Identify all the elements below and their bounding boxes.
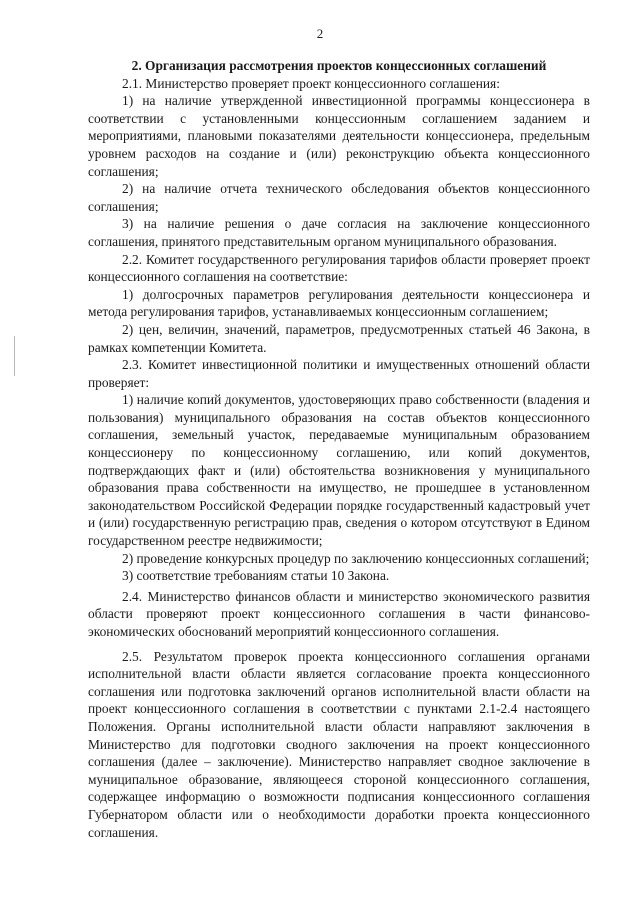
section-title: 2. Организация рассмотрения проектов концессионных соглашений: [131, 58, 547, 73]
paragraph-2-5: 2.5. Результатом проверок проекта концессионного соглашения органами исполнительной власти области является согласование проекта концессионного соглашения или подготовка заключений органов исполнительной власти области на проект концессионного соглашения в соответствии с пунктами 2.1-2.4 настоящего Положения. Органы исполнительной власти области направляют заключения в Министерство для подготовки сводного заключения на проект концессионного соглашения (далее – заключение). Министерство направляет сводное заключение в муниципальное образование, являющееся стороной концессионного соглашения, содержащее информацию о возможности подписания концессионного соглашения Губернатором области или о необходимости доработки проекта концессионного соглашения.: [88, 648, 590, 840]
paragraph-2-1-item-2: 2) на наличие отчета технического обследования объектов концессионного соглашения;: [88, 181, 590, 214]
document-body: [88, 57, 590, 841]
paragraph-2-2: 2.2. Комитет государственного регулирования тарифов области проверяет проект концессионного соглашения на соответствие:: [88, 251, 590, 285]
page-number: 2: [316, 26, 324, 41]
paragraph-2-2-item-2: 2) цен, величин, значений, параметров, предусмотренных статьей 46 Закона, в рамках компетенции Комитета.: [88, 321, 590, 355]
paragraph-2-3: 2.3. Комитет инвестиционной политики и имущественных отношений области проверяет:: [88, 357, 590, 390]
paragraph-2-1-item-1: 1) на наличие утвержденной инвестиционной программы концессионера в соответствии с установленными концессионным соглашением заданием и мероприятиями, плановыми показателями деятельности концессионера, предельным уровнем расходов на создание и (или) реконструкцию объекта концессионного соглашения;: [88, 93, 590, 179]
paragraph-2-2-item-1: 1) долгосрочных параметров регулирования деятельности концессионера и метода регулирования тарифов, устанавливаемых концессионным соглашением;: [88, 286, 590, 320]
paragraph-2-3-item-1: 1) наличие копий документов, удостоверяющих право собственности (владения и пользования) муниципального образования на состав объектов концессионного соглашения, земельный участок, передаваемые муниципальным образованием концессионеру по концессионному соглашению, или копий документов, подтверждающих факт и (или) обстоятельства возникновения у муниципального образования права собственности на имущество, не прошедшее в установленном законодательством Российской Федерации порядке государственный кадастровый учет и (или) государственную регистрацию прав, сведения о котором отсутствуют в Едином государственном реестре недвижимости;: [88, 392, 590, 549]
paragraph-2-1: 2.1. Министерство проверяет проект концессионного соглашения:: [122, 75, 500, 91]
scan-artifact-line: [14, 336, 15, 376]
paragraph-2-3-item-3: 3) соответствие требованиям статьи 10 Закона.: [122, 568, 390, 584]
paragraph-2-3-item-2: 2) проведение конкурсных процедур по заключению концессионных соглашений;: [122, 550, 590, 566]
paragraph-2-1-item-3: 3) на наличие решения о даче согласия на заключение концессионного соглашения, принятого представительным органом муниципального образования.: [88, 216, 590, 249]
paragraph-2-4: 2.4. Министерство финансов области и министерство экономического развития области проверяют проект концессионного соглашения в части финансово-экономических обоснований мероприятий концессионного соглашения.: [88, 588, 590, 639]
